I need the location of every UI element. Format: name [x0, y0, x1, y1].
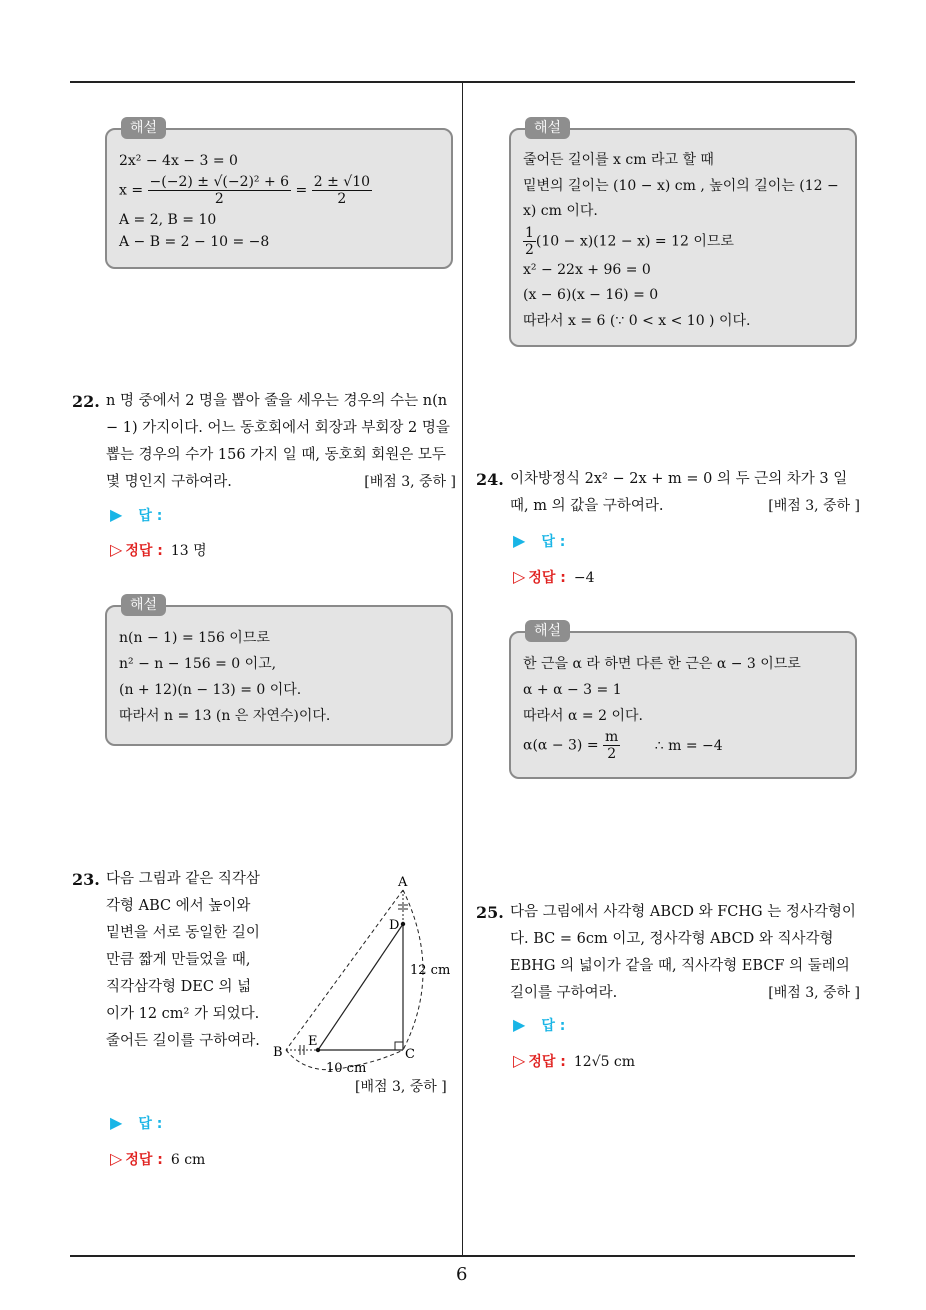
points-label: [배점 3, 중하 ]	[364, 474, 456, 490]
solution-line: 따라서 α = 2 이다.	[523, 708, 643, 724]
solution-formula-line	[523, 225, 841, 258]
label-c: C	[405, 1047, 415, 1062]
correct-answer-24	[513, 567, 594, 587]
answer-arrow-icon: ▶	[110, 505, 123, 524]
solution-line: x) cm 이다.	[523, 203, 598, 219]
question-body: 다음 그림에서 사각형 ABCD 와 FCHG 는 정사각형이다. BC = 6cm 이고, 정사각형 ABCD 와 직사각형 EBHG 의 넓이가 같을 때, 직사각형 EBCF 의 둘레의 길이를 구하여라.	[510, 904, 856, 1001]
solution-line: 따라서 n = 13 (n 은 자연수)이다.	[119, 708, 331, 724]
question-23	[72, 866, 262, 1055]
correct-label: 정답 :	[528, 1054, 566, 1070]
fraction	[148, 174, 292, 207]
solution-line: 2x² − 4x − 3 = 0	[119, 153, 238, 169]
fraction-denominator: 2	[214, 191, 224, 207]
solution-line: 줄어든 길이를 x cm 라고 할 때	[523, 152, 714, 168]
label-d: D	[389, 918, 400, 933]
correct-answer-22	[110, 540, 207, 560]
answer-blank-22	[110, 505, 162, 525]
point-d	[401, 922, 405, 926]
correct-arrow-icon: ▷	[513, 1051, 526, 1070]
solution-text: x =	[119, 182, 144, 199]
solution-box-21	[105, 120, 453, 269]
solution-line: 따라서 x = 6 (∵ 0 < x < 10 ) 이다.	[523, 312, 751, 329]
question-text	[510, 466, 860, 520]
solution-line: α + α − 3 = 1	[523, 682, 622, 698]
correct-arrow-icon: ▷	[513, 567, 526, 586]
correct-answer-value: 6 cm	[170, 1152, 206, 1168]
solution-formula-line	[523, 729, 841, 762]
solution-line: A = 2, B = 10	[119, 212, 217, 228]
solution-line: x² − 22x + 96 = 0	[523, 261, 651, 278]
solution-line: (n + 12)(n − 13) = 0 이다.	[119, 682, 302, 698]
solution-text: α(α − 3) =	[523, 737, 599, 754]
solution-formula-line	[119, 174, 437, 207]
answer-blank-24	[513, 531, 565, 551]
question-text	[106, 388, 456, 496]
correct-label: 정답 :	[125, 543, 163, 559]
correct-label: 정답 :	[528, 570, 566, 586]
answer-label: 답 :	[541, 534, 566, 550]
solution-line: 한 근을 α 라 하면 다른 한 근은 α − 3 이므로	[523, 656, 801, 672]
solution-line: A − B = 2 − 10 = −8	[119, 234, 270, 250]
question-number: 25.	[476, 903, 504, 922]
right-angle-mark	[395, 1042, 403, 1050]
fraction-numerator: 1	[525, 224, 534, 241]
correct-arrow-icon: ▷	[110, 1149, 123, 1168]
solution-box-23	[509, 120, 857, 347]
solution-text: (10 − x)(12 − x) = 12 이므로	[535, 233, 734, 249]
question-number: 24.	[476, 470, 504, 489]
correct-answer-25	[513, 1051, 635, 1071]
dashed-side-ab	[286, 890, 403, 1050]
fraction-numerator: 2 ± √10	[313, 174, 371, 190]
points-label: [배점 3, 중하 ]	[768, 985, 860, 1001]
solution-text: ∴ m = −4	[654, 737, 723, 754]
answer-blank-25	[513, 1015, 565, 1035]
answer-label: 답 :	[138, 1116, 163, 1132]
fraction-denominator: 2	[607, 746, 617, 762]
question-22	[72, 388, 456, 496]
question-body: n 명 중에서 2 명을 뽑아 줄을 세우는 경우의 수는 n(n − 1) 가지이다. 어느 동호회에서 회장과 부회장 2 명을 뽑는 경우의 수가 156 가지 일 때, 동호회 회원은 모두 몇 명인지 구하여라.	[106, 393, 450, 490]
bottom-rule	[70, 1255, 855, 1257]
correct-label: 정답 :	[125, 1152, 163, 1168]
answer-label: 답 :	[138, 508, 163, 524]
answer-blank-23	[110, 1113, 162, 1133]
fraction	[312, 174, 372, 207]
solution-tag: 해설	[121, 594, 166, 616]
right-triangle-figure	[268, 872, 458, 1087]
question-24	[476, 466, 860, 520]
answer-arrow-icon: ▶	[513, 1015, 526, 1034]
side-label-bc: 10 cm	[326, 1061, 367, 1076]
correct-answer-23	[110, 1149, 205, 1169]
correct-answer-value: −4	[573, 570, 595, 586]
question-body: 이차방정식 2x² − 2x + m = 0 의 두 근의 차가 3 일 때, m 의 값을 구하여라.	[510, 471, 848, 514]
fraction	[603, 729, 620, 762]
fraction	[523, 225, 536, 258]
label-b: B	[273, 1045, 283, 1060]
solution-box-22	[105, 597, 453, 746]
solution-tag: 해설	[121, 117, 166, 139]
column-divider	[462, 82, 463, 1257]
fraction-numerator: m	[605, 729, 619, 745]
solution-line: 밑변의 길이는 (10 − x) cm , 높이의 길이는 (12 −	[523, 177, 839, 194]
question-number: 23.	[72, 870, 100, 889]
answer-label: 답 :	[541, 1018, 566, 1034]
question-text	[510, 899, 860, 1007]
points-label: [배점 3, 중하 ]	[768, 498, 860, 514]
solution-text: =	[295, 182, 308, 199]
question-number: 22.	[72, 392, 100, 411]
solution-tag: 해설	[525, 117, 570, 139]
label-e: E	[308, 1034, 318, 1049]
correct-answer-value: 12√5 cm	[573, 1054, 636, 1070]
solution-tag: 해설	[525, 620, 570, 642]
answer-arrow-icon: ▶	[513, 531, 526, 550]
label-a: A	[398, 875, 408, 890]
solution-line: n² − n − 156 = 0 이고,	[119, 656, 277, 672]
correct-arrow-icon: ▷	[110, 540, 123, 559]
points-23: [배점 3, 중하 ]	[355, 1079, 447, 1095]
solution-box-24	[509, 623, 857, 779]
fraction-numerator: −(−2) ± √(−2)² + 6	[149, 174, 290, 190]
correct-answer-value: 13 명	[170, 543, 207, 559]
question-25	[476, 899, 860, 1007]
answer-arrow-icon: ▶	[110, 1113, 123, 1132]
side-label-ac: 12 cm	[410, 963, 451, 978]
solution-line: n(n − 1) = 156 이므로	[119, 630, 270, 646]
question-text: 다음 그림과 같은 직각삼각형 ABC 에서 높이와 밑변을 서로 동일한 길이만큼 짧게 만들었을 때, 직각삼각형 DEC 의 넓이가 12 cm² 가 되었다. 줄어든 길이를 구하여라.	[106, 871, 260, 1049]
fraction-denominator: 2	[525, 241, 534, 258]
fraction-denominator: 2	[337, 191, 347, 207]
side-ed	[318, 924, 403, 1050]
solution-line: (x − 6)(x − 16) = 0	[523, 287, 659, 303]
page-number: 6	[456, 1264, 468, 1285]
